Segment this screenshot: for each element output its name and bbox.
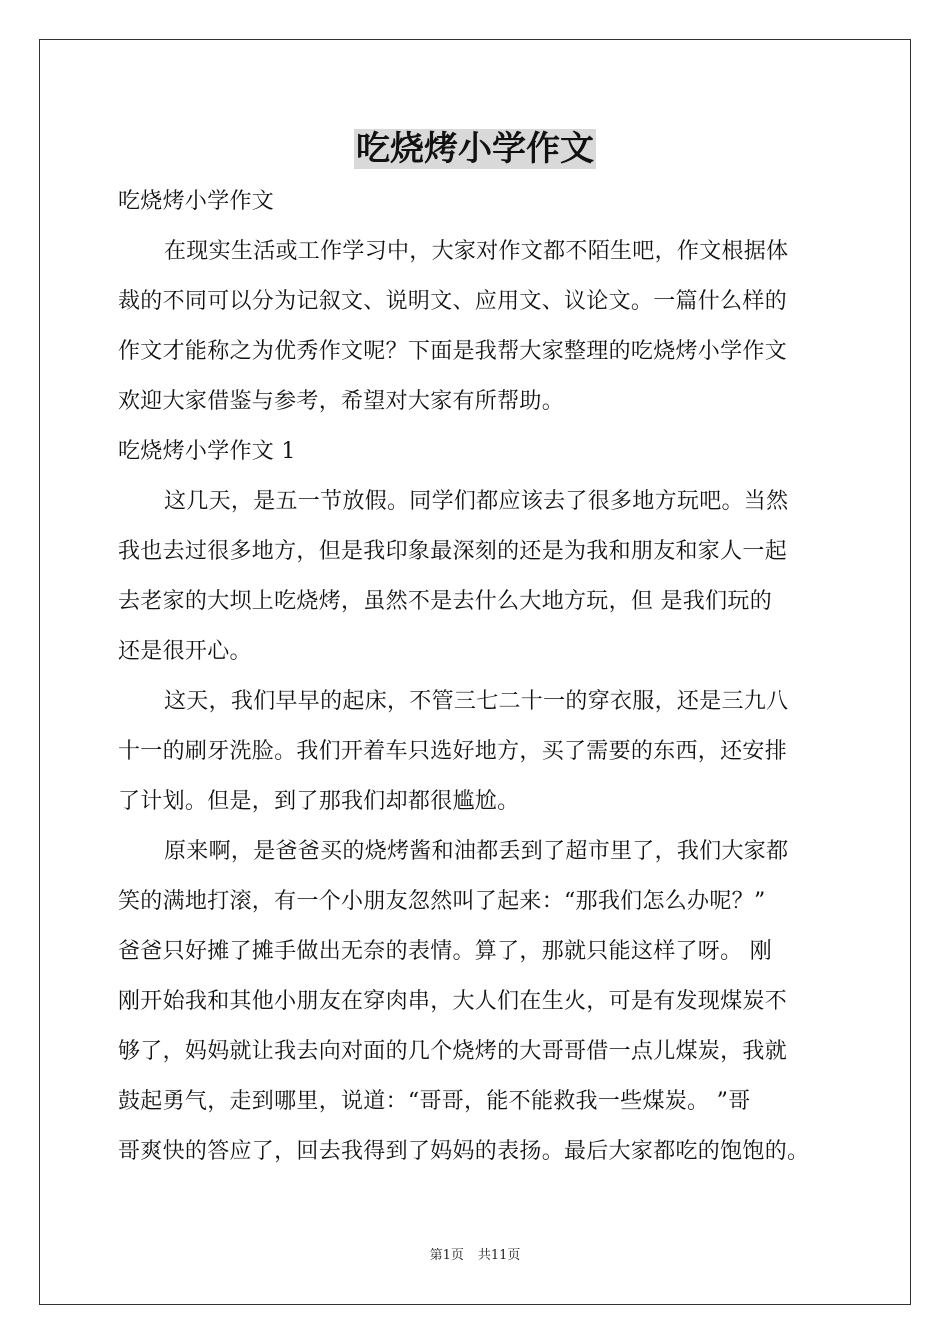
page-footer bbox=[0, 1247, 950, 1265]
paragraph-line: 十一的刷牙洗脸。我们开着车只选好地方，买了需要的东西，还安排 bbox=[118, 739, 788, 764]
intro-line: 在现实生活或工作学习中，大家对作文都不陌生吧，作文根据体 bbox=[164, 239, 789, 264]
intro-line: 作文才能称之为优秀作文呢？下面是我帮大家整理的吃烧烤小学作文 bbox=[118, 339, 788, 364]
paragraph-line: 刚开始我和其他小朋友在穿肉串，大人们在生火，可是有发现煤炭不 bbox=[118, 989, 788, 1014]
paragraph-line: 哥爽快的答应了，回去我得到了妈妈的表扬。最后大家都吃的饱饱的。 bbox=[118, 1139, 810, 1164]
section-heading: 吃烧烤小学作文 1 bbox=[118, 439, 296, 464]
document-body bbox=[118, 177, 838, 1177]
intro-line: 欢迎大家借鉴与参考，希望对大家有所帮助。 bbox=[118, 389, 565, 414]
paragraph-line: 了计划。但是，到了那我们却都很尴尬。 bbox=[118, 789, 520, 814]
paragraph-line: 够了，妈妈就让我去向对面的几个烧烤的大哥哥借一点儿煤炭，我就 bbox=[118, 1039, 788, 1064]
paragraph-line: 原来啊，是爸爸买的烧烤酱和油都丢到了超市里了，我们大家都 bbox=[164, 839, 789, 864]
paragraph-line: 还是很开心。 bbox=[118, 639, 252, 664]
paragraph-line: 去老家的大坝上吃烧烤，虽然不是去什么大地方玩，但 是我们玩的 bbox=[118, 589, 772, 614]
document-title-text: 吃烧烤小学作文 bbox=[356, 129, 594, 169]
page-total: 共11页 bbox=[477, 1248, 521, 1263]
paragraph-line: 笑的满地打滚，有一个小朋友忽然叫了起来：“那我们怎么办呢？” bbox=[118, 889, 766, 914]
paragraph-line: 爸爸只好摊了摊手做出无奈的表情。算了，那就只能这样了呀。 刚 bbox=[118, 939, 772, 964]
document-title bbox=[0, 126, 950, 172]
document-subtitle: 吃烧烤小学作文 bbox=[118, 189, 275, 214]
paragraph-line: 这天，我们早早的起床，不管三七二十一的穿衣服，还是三九八 bbox=[164, 689, 789, 714]
page-number: 第1页 bbox=[429, 1248, 464, 1263]
intro-line: 裁的不同可以分为记叙文、说明文、应用文、议论文。一篇什么样的 bbox=[118, 289, 788, 314]
paragraph-line: 这几天，是五一节放假。同学们都应该去了很多地方玩吧。当然 bbox=[164, 489, 789, 514]
paragraph-line: 我也去过很多地方，但是我印象最深刻的还是为我和朋友和家人一起 bbox=[118, 539, 788, 564]
paragraph-line: 鼓起勇气，走到哪里，说道：“哥哥，能不能救我一些煤炭。 ”哥 bbox=[118, 1089, 751, 1114]
